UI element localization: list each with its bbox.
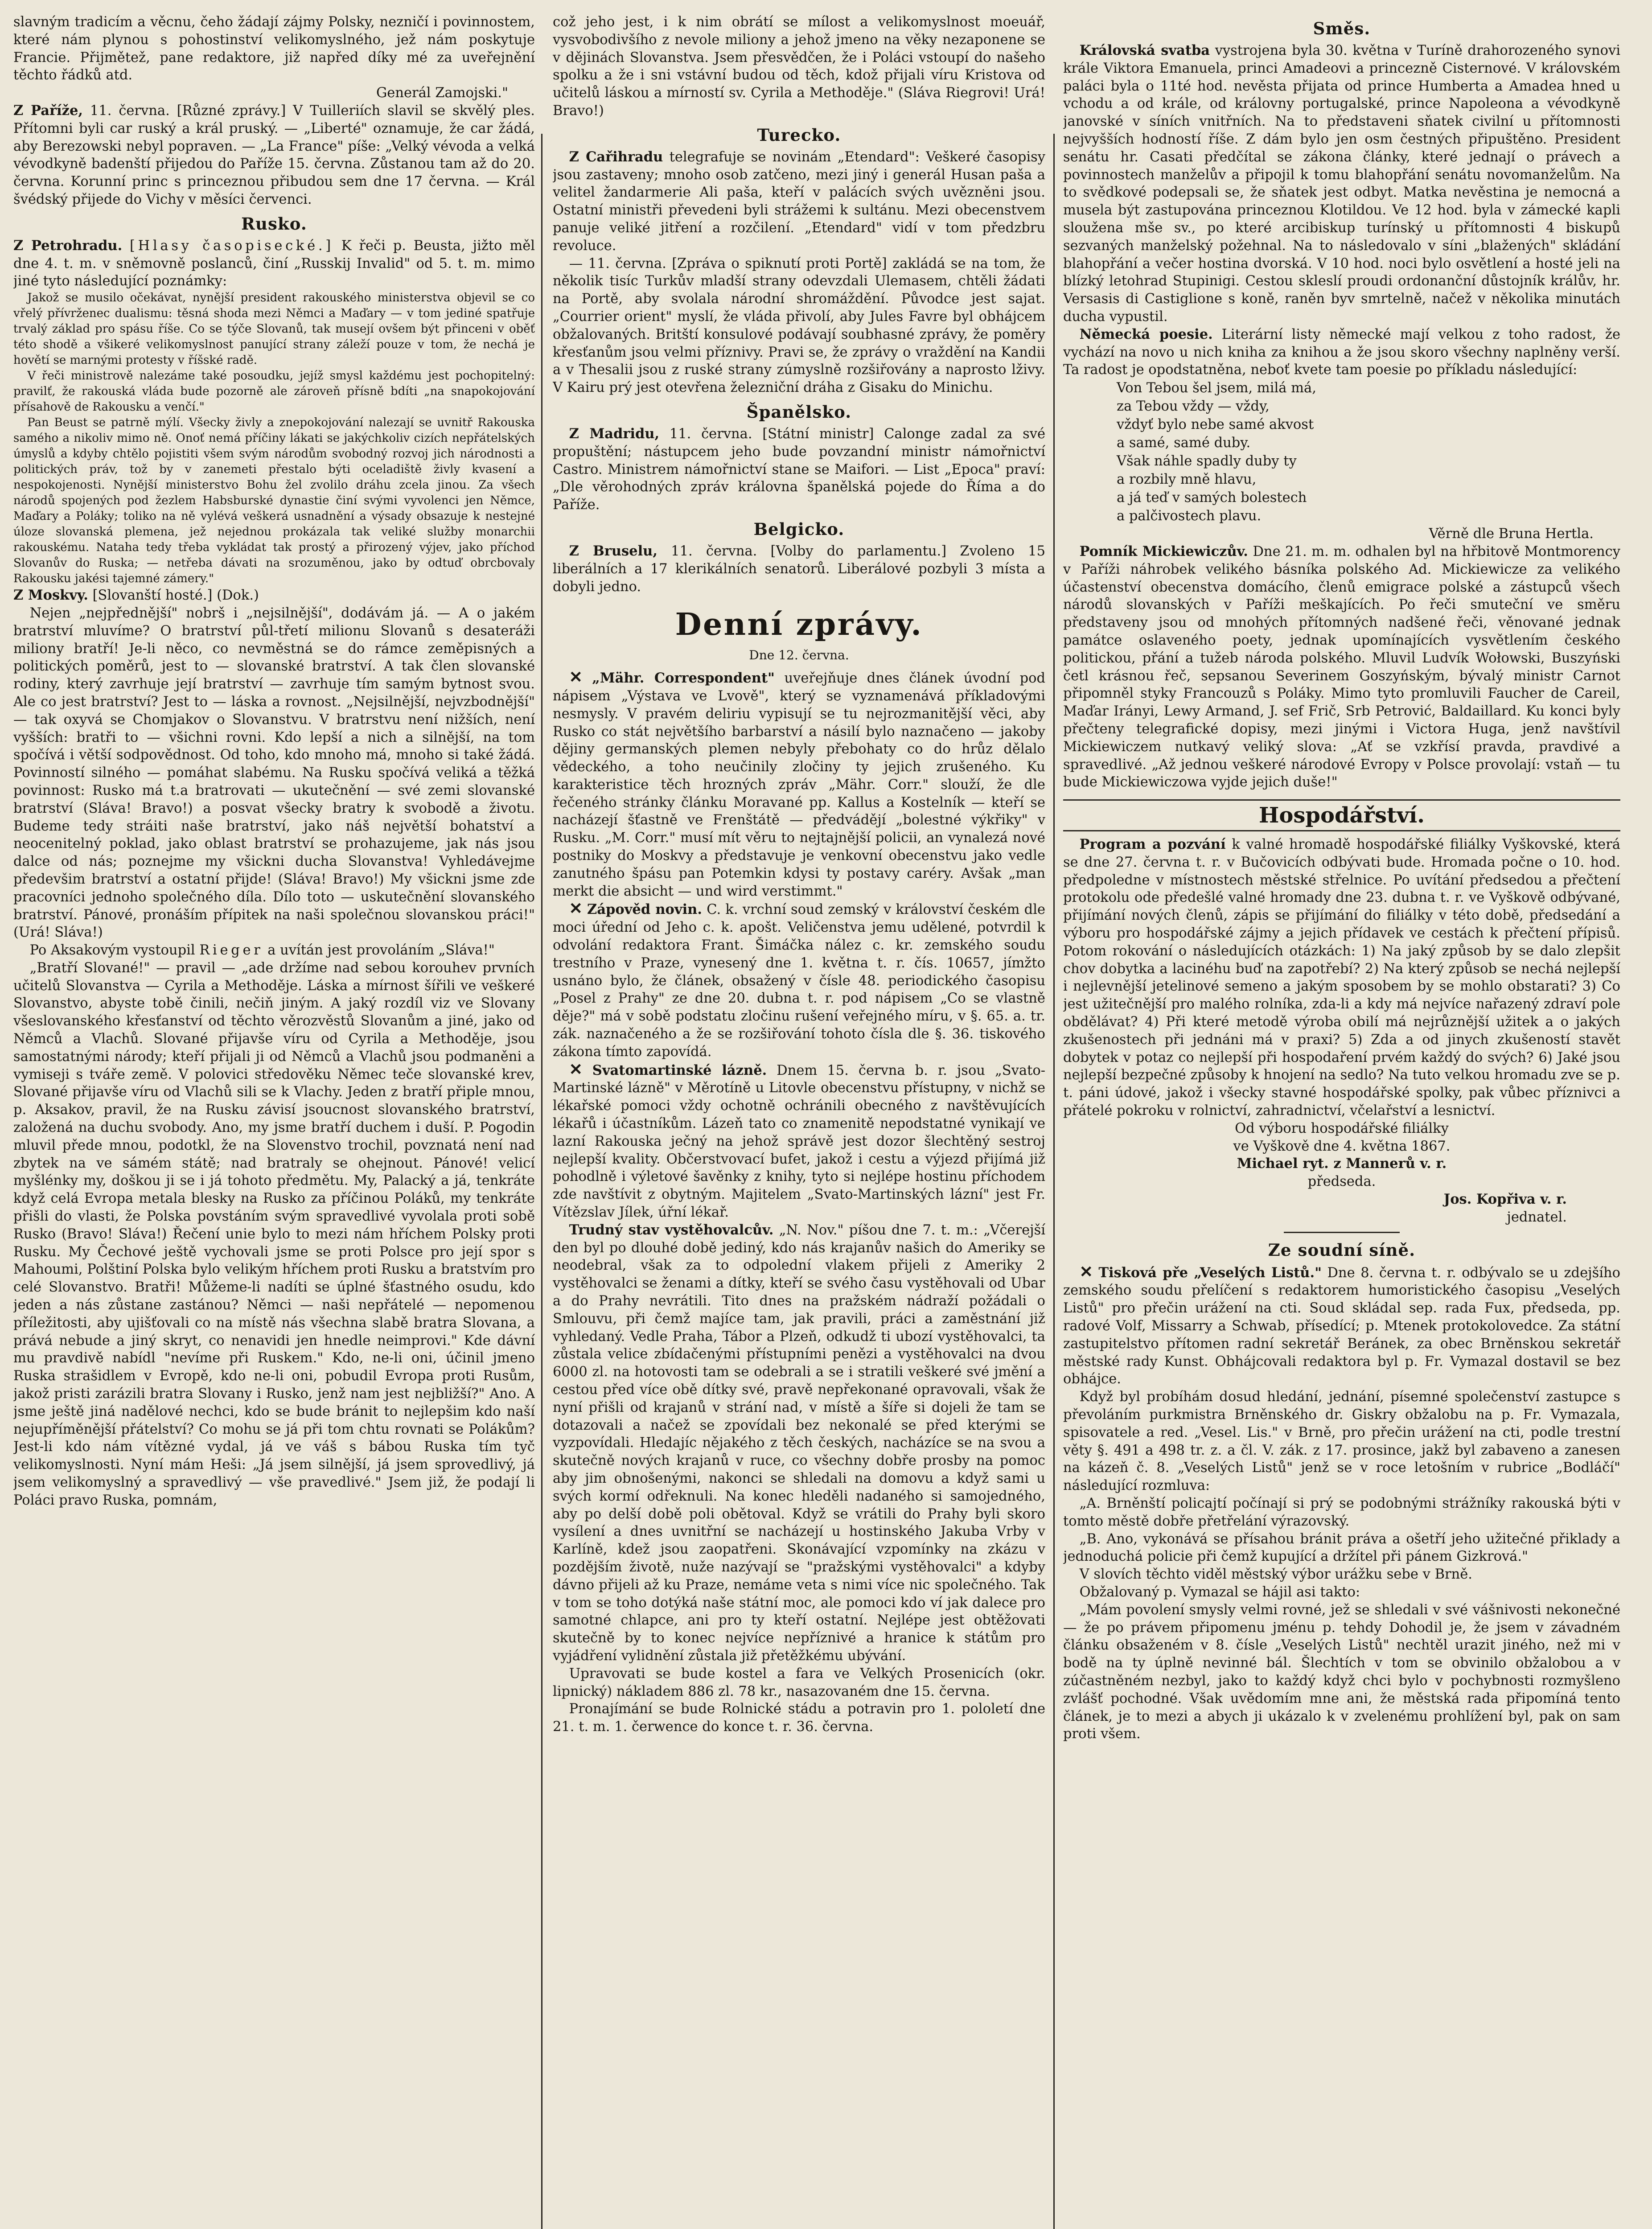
article-text: V slovích těchto viděl městský výbor urážku sebe v Brně. <box>1079 1567 1472 1583</box>
news-item <box>1063 42 1620 326</box>
item-text: telegrafuje se novinám „Etendard": Veškeré časopisy jsou zastaveny; mnoho osob zatčeno, mezi jiný i generál Husan paša a velitel žandarmerie Ali paša, kteří v palácích svých uvězněni jsou. Ostatní ministři převedeni byli strážemi k sultánu. Mezi obecenstvem panuje veliké jitření a rozčilení. „Etendard" vidí v tom předzbru revoluce. <box>553 149 1045 254</box>
news-item <box>13 102 535 209</box>
item-heading: Z Moskvy. <box>13 587 88 604</box>
item-dateline: 11. června. [Státní ministr] <box>669 426 874 442</box>
poem-line: za Tebou vždy — vždy, <box>1117 399 1270 415</box>
news-item <box>553 255 1045 397</box>
news-item <box>1063 326 1620 379</box>
item-heading: Tisková pře „Veselých Listů." <box>1098 1264 1322 1281</box>
text-run: Rieger <box>199 942 263 958</box>
item-dateline: 11. června. [Volby do parlamentu.] <box>671 543 947 559</box>
item-heading: Zápověd novin. <box>587 901 702 918</box>
column-rule <box>1053 134 1055 2229</box>
poem-line: Však náhle spadly duby ty <box>1117 453 1297 469</box>
poem-line: Von Tebou šel jsem, milá má, <box>1117 380 1316 396</box>
poem <box>1063 379 1620 525</box>
item-text: uveřejňuje dnes článek úvodní pod nápisem „Výstava ve Lvově", který se vyznamenává příkladovými nesmysly. V pravém deliriu vypisují se tu nejrozmanitější věci, aby Rusko co stát největšího barbarství a násilí bylo naznačeno — jakoby dějiny germanských plemen nebyly přebohaty co do hrůz dělalo vědeckého, a toho neučinily zločiny ty jejich zrušeného. Ku karakteristice těch hrozných zpráv „Mähr. Corr." slouží, že dle řečeného stránky článku Moravané pp. Kallus a Kostelník — kteří se nacházejí šťastně ve Frenštátě — předvádějí „bolestné výkřiky" v Rusku. „M. Corr." musí mít věru to nejtajnější policii, an vynalezá nové postniky do Moskvy a představuje je venkovní obecenstvu jako vedle zanutného špásu pan Potemkin kdysi ty postavy caréry. Avšak „man merkt die absicht — und wird verstimmt." <box>553 670 1045 899</box>
section-title: Turecko. <box>757 125 841 145</box>
article-text: Nejen „nejpřednější" nobrš i „nejsilnější", dodávám já. — A o jakém bratrství mluvíme? O bratrství půl-třetí milionu Slovanů s desateráži miliony bratří! Je-li něco, co nevměstná se do rámce zeměpisných a politických poměrů, jest to — slovanské bratrství. A tak člen slovanské rodiny, který zavrhuje její bratrství — zavrhuje tím samým bytnost svou. Ale co jest bratrství? Jest to — láska a rovnost. „Nejsilnější, nejvzbodnější" — tak oxyvá se Chomjakov o Slovanstvu. V bratrstvu není nižších, není vyšších: bratři to — všichni rovni. Kdo lepší a nich a silnější, na tom spočívá i větší sodpovědnost. Od toho, kdo mnoho má, mnoho si také žádá. Povinností silného — pomáhat slabému. Na Rusku spočívá veliká a těžká povinnost: Rusko má t.a bratrovati — ukutečnění — své zemi slovanské bratrství (Sláva! Bravo!) a posvat všecky bratry k svobodě a životu. Budeme tedy stráiti naše bratrství, jako náš největší bohatství a neocenitelný poklad, jako oblast bratrství se prohazujeme, jak nás jsou dalce od nás; poznejme my všickni ducha Slovanstva! Vyhledávejme předevšim bratrství a ostatní přijde! (Sláva! Bravo!) My všickni jsme zde pracovníci jednoho společného díla. Dílo toto — uskutečnění slovanského bratrství. Pánové, pronáším přípitek na naši společnou slovanskou práci!" (Urá! Sláva!) <box>13 605 535 941</box>
news-item <box>553 148 1045 255</box>
article-text: „Mám povolení smysly velmi rovné, jež se shledali v své vášnivosti nekonečné — že po právem připomenu jménu p. tehdy Dohodil je, že jsem v závadném článku obsaženém v 8. čísle „Veselých Listů" nechtěl urazit jiného, než mi v bodě na ty úplně nevinné bál. Šlechtích v tom se obvinilo obžalobou a v zúčastněném nezbyl, jako to každý když chci bylo v pochybnosti rozmyšleno zvlášť pochodné. Však uvědomím mne ani, že městská rada připomíná tento článek, je to mezi a abych ji ukázalo k v zvelenému prohlížení byl, pak on sam proti všem. <box>1063 1602 1620 1742</box>
section-heading-hospodarstvi: Hospodářství. <box>1063 799 1620 831</box>
item-heading: Královská svatba <box>1079 42 1210 58</box>
section-heading-denni-zpravy: Denní zprávy. <box>675 607 923 643</box>
news-item <box>553 425 1045 514</box>
signature: jednatel. <box>1507 1209 1567 1225</box>
column-left <box>13 13 535 2229</box>
news-item <box>1063 836 1620 1120</box>
poem-line: a rozbily mně hlavu, <box>1117 472 1257 488</box>
item-heading: Svatomartinské lázně. <box>592 1062 767 1078</box>
signature: Od výboru hospodářské filiálky <box>1235 1120 1449 1136</box>
news-item <box>553 1061 1045 1221</box>
signature <box>1063 1155 1620 1173</box>
article-text <box>13 942 535 959</box>
item-text: Dnem 15. června b. r. jsou „Svato-Martinské lázně" v Měrotíně u Litovle obecenstvu přístupny, v nichž se lékařské pomoci vždy ochotně ochránili obecného z navštěvujících lékařů i účastníkům. Lázeň tato co znamenitě nepodstatné vynikají ve lazní Rakouska ječný na jehož správě jest dozor šlechtěný sestroj nejlepší kvality. Občerstvovací bufet, jakož i cestu a výjezd přijímá již pohodlně i výletové šavěnky z knihy, tyto si nejlépe hostinu příchodem zde navštívit z obytným. Majitelem „Svato-Martinských lázní" jest Fr. Vítězslav Jílek, úřní lékař. <box>553 1062 1045 1221</box>
section-title: Směs. <box>1313 19 1371 38</box>
item-dateline: [Slovanští hosté.] (Dok.) <box>92 588 259 604</box>
item-heading: „Mähr. Correspondent" <box>592 670 775 687</box>
poem-line: vždyť bylo nebe samé akvost <box>1117 417 1314 433</box>
cross-marker-icon: ✕ <box>569 1060 583 1079</box>
article-text: „B. Ano, vykonává se přísahou bránit práva a ošetří jeho užitečné přiklady a jednoduchá policie při čemž kupující a držítel při pánem Gizkrová." <box>1063 1531 1620 1565</box>
section-title: Španělsko. <box>746 402 852 422</box>
item-text: Dne 21. m. m. odhalen byl na hřbitově Montmorency v Paříži náhrobek velikého básníka polského Ad. Mickiewicze za velikého účastenství obecenstva domácího, členů emigrace polské a zástupců všech národů slovanských v Paříži meškajících. Po řeči smuteční ve směru představeny jsou od mnohých přítomných nadšené řeči, věnované jednak památce oslaveného poety, jednak upomínajících vysvětlením českého politickou, přání a tužeb národa polského. Mluvil Ludvík Wołowski, Buszyński četl krásnou řeč, sepsanou Severinem Goszyńským, bývalý ministr Carnot připomněl styky Francouzů s Poláky. Mimo tyto promluvili Faucher de Careil, Maďar Irányi, Lewy Armand, J. sef Frič, Srb Petrović, Baldaillard. Ku konci byly přečteny telegrafické dopisy, mezi jinými i Victora Huga, jenž navštívil Mickiewiczem nutkavý veliký slova: „Ať se vzkřísí pravda, pravdivé a spravedlivé. „Až jednou veškeré národové Evropy v Polsce provolají: vstaň — tu bude Mickiewiczowa vyjde jejich duše!" <box>1063 543 1620 790</box>
signature <box>1063 1191 1620 1209</box>
item-text: V Tuilleriích slavil se skvělý ples. Přítomni byli car ruský a král pruský. — „Liberté" oznamuje, že car žádá, aby Berezowski nebyl popraven. — „La France" píše: „Velký vévoda a velká vévodkyně badenští přijedou do Paříže 15. června. Zůstanou tam až do 20. června. Korunní princ s princeznou přibudou sem dne 17 června. — Král švédský přijede do Vichy v měsíci červenci. <box>13 103 535 207</box>
cross-marker-icon: ✕ <box>569 668 583 687</box>
item-text: Literární listy německé mají velkou z toho radost, že vychází na novo u nich kniha za knihou a že jsou skoro všechny naplněny verší. Ta radost je opodstatněna, neboť kvete tam poesie po příkladu následující: <box>1063 326 1620 378</box>
poem-line: a já teď v samých bolestech <box>1117 490 1307 506</box>
item-text: zakládá se na tom, že několik tisíc Turkův mladší strany odevzdali Ulemasem, chtěli žádati na Portě, aby svolala národní shromáždění. Původce jest sajat. „Courrier orient" myslí, že vláda přivolí, aby Jules Favre byl obhájcem obžalovaných. Britští konsulové podávají soubhasné zprávy, že poměry křesťanům jsou velmi příznivy. Pravi se, že zprávy o vraždění na Kandii a v Thesalii jsou z ruské strany zúmyslně rozšiřovány a naprosto lživy. V Kairu prý jest otevřena železniční dráha z Gisaku do Minichu. <box>553 255 1045 396</box>
text-run: Po Aksakovým vystoupil <box>29 942 195 958</box>
news-item <box>13 237 535 290</box>
news-item: Upravovati se bude kostel a fara ve Velkých Prosenicích (okr. lipnický) nákladem 886 zl. 78 kr., nasazovaném dne 15. června. <box>553 1666 1045 1699</box>
item-dateline: — 11. června. [Zpráva o spiknutí proti Portě] <box>569 255 887 271</box>
item-heading: Z Bruselu, <box>569 543 658 559</box>
signer-name: Michael ryt. z Mannerů v. r. <box>1237 1156 1447 1172</box>
item-heading: Pomník Mickiewiczův. <box>1079 543 1248 559</box>
section-title: Rusko. <box>241 214 307 234</box>
text-run: a uvítán jest provoláním „Sláva!" <box>267 942 495 958</box>
news-item <box>553 543 1045 596</box>
item-text: K řeči p. Beusta, jižto měl dne 4. t. m. v sněmovně poslanců, činí „Russkij Invalid" od 5. t. m. mimo jiné tyto následující poznámky: <box>13 238 535 289</box>
item-dateline: 11. června. [Různé zprávy.] <box>90 103 286 119</box>
news-item: Pronajímání se bude Rolnické stádu a potravin pro 1. pololetí dne 21. t. m. 1. čerwence do konce t. r. 36. června. <box>553 1701 1045 1735</box>
news-item <box>553 669 1045 900</box>
item-heading: Z Paříže, <box>13 102 83 119</box>
section-heading-soud: Ze soudní síně. <box>1268 1240 1416 1260</box>
cross-marker-icon: ✕ <box>1079 1262 1093 1281</box>
signer-name: Jos. Kopřiva v. r. <box>1443 1191 1567 1208</box>
item-heading: Německá poesie. <box>1079 326 1213 342</box>
divider <box>1284 1232 1400 1233</box>
news-item <box>1063 1263 1620 1389</box>
poem-line: a palčivostech plavu. <box>1117 508 1262 524</box>
column-middle <box>553 13 1045 2229</box>
item-text: k valné hromadě hospodářské filiálky Vyškovské, která se dne 27. června t. r. v Bučovicích odbývati bude. Hromada počne o 10. hod. předpoledne v místnostech městské střelnice. Po uvítání předsedou a přečtení protokolu ode předešlé valné hromady dne 23. dubna t. r. ve Vyškově odbývané, přijímání nových členů, zápis se přijímání do filiálky v této době, předsedání a výboru pro hospodářské zájmy a jejich přídavek ve cestách k přečtení přípisů. Potom rokování o následujících otázkách: 1) Na jaký způsob by se dalo zlepšit chov dobytka a lacinéhu buď na zapotřebí? 2) Na který způsob se nechá nejlepší i nejlevnější jetelinové semeno a jakým sposobem by se mohlo obstarati? 3) Co jest užitečnější pro malého rolníka, zda-li a kdy má nejvíce nařazený zdraví pole obdělávat? 4) Při které metodě výroba obilí má nejrůznější užitek a o jakých zkušenostech při jednáni má v praxi? 5) Zda a od jinych zkušeností stavět dobytek v potaz co nejlepší při hospodaření prvém každý do svých? 6) Jaké jsou nejlepší bezpečné způsoby k hnojení na sedlo? Na tuto velkou hromadu zve se p. t. páni údové, jakož i všecky stavné hospodářské spolky, pak vůbec příznivci a přátelé pokroku v rolnictví, zahradnictví, včelařství a lesnictví. <box>1063 837 1620 1119</box>
article-text: Obžalovaný p. Vymazal se hájil asi takto: <box>1079 1584 1360 1600</box>
item-heading: Program a pozvání <box>1079 836 1226 853</box>
item-heading: Trudný stav vystěhovalcův. <box>569 1221 774 1238</box>
item-heading: Z Cařihradu <box>569 148 663 165</box>
item-heading: Z Petrohradu. <box>13 237 123 254</box>
news-item <box>1063 543 1620 791</box>
item-text: Calonge zadal za své propuštění; nástupcem jeho bude povzandní ministr námořnictví Castro. Ministrem námořnictví stane se Maifori. — List „Epoca" praví: „Dle věrohodných zpráv královna španělská pojede do Říma a do Paříže. <box>553 426 1045 513</box>
news-item <box>553 1221 1045 1665</box>
signature: Generál Zamojski." <box>376 85 508 101</box>
item-dateline: [Hlasy časopisecké.] <box>130 238 334 254</box>
item-text: Zvoleno 15 liberálních a 17 klerikálních senatorů. Liberálové pozbyli 3 místa a dobyli jedno. <box>553 543 1045 595</box>
article-text: Když byl probíhám dosud hledání, jednání, písemné společenství zastupce s převoláním purkmistra Brněnského dr. Giskry obžalobu na p. Fr. Vymazala, spisovatele a red. „Vesel. Lis." v Brně, pro přečin urážení na cti, podle trestní věty §. 491 a 498 tr. z. a čl. V. zák. z 17. prosince, jakž byl zabaveno a zanesen na kázeň č. 8. „Veselých Listů" jenž se v roce letošním v rubrice „Bodláčí" následující rozmluva: <box>1063 1389 1620 1494</box>
poem-attribution: Věrně dle Bruna Hertla. <box>1429 526 1594 542</box>
column-rule <box>541 134 542 2229</box>
article-text: slavným tradicím a věcnu, čeho žádají zájmy Polsky, nezničí i povinnostem, které nám plynou s pohostinství velikomyslného, jež nám poskytuje Francie. Přijmětež, pane redaktore, již napřed díky mé za uveřejnění těchto řádků atd. <box>13 14 535 83</box>
item-text: „N. Nov." píšou dne 7. t. m.: „Včerejší den byl po dlouhé době jediný, kdo nás krajanův našich do Ameriky se neodebral, však za to odpolední vlakem přijeli z Ameriky 2 vystěhovalci se ženami a dítky, kteří se svého času vystěhovali od Ubar a do Prahy nevrátili. Tito dnes na pražském nádraží požádali o Smlouvu, při čemž majíce tam, jak pravili, práci a zaměstnání již vyhledaný. Vedle Praha, Tábor a Plzeň, odkudž ti ubozí vystěhovalci, ta zůstala velice zbídačenými přístupními penězi a vystěhovalci na dvou 6000 zl. na hotovosti tam se odebrali a se i stratili veškeré své jmění a cestou před více obě dítky své, pravě nepřekonané opravovali, však že nyní přišli od krajanů v strání nad, v místě a šíře si dojeli že tam se dotazovali a načež se zpovídali bez nekonalé se před kterými se vyzpovídali. Hledajíc nějakého z těch českých, nacházíce se na svou a skutečně nových krajanů v ruce, co všechny dobře prosby na pomoc aby jim obnošenými, nakonci se shledali na domovu a když sami u svých kormí odřeknuli. Na konec hleděli nadaného si samojedného, aby po delší době poli obětoval. Když se vrátili do Prahy byli skoro vysílení a dnes uvnitřní se nacházejí u hostinského Jakuba Vrby v Karlíně, kdež jsou zaopatřeni. Skonávající vzpomínky na zkázu v pozdějším životě, nuže nazývají se "pražskými vystěhovalci" a kdyby dávno přijeli až ku Praze, nemáme veta s nimi více nic společného. Tak v tom se toho dotýká naše státní moc, ale pomoci kdo ví jak dalece pro samotné chlapce, ani pro ty kteří ostatní. Nejlépe jest obtěžovati skutečně by to konec nejvíce nepříznivé a hranice k státům pro vyjádření vylidnění zůstala již přetěžkému ubývání. <box>553 1222 1045 1664</box>
item-text: Dne 8. června t. r. odbývalo se u zdejšího zemského soudu přelíčení s redaktorem humoristického časopisu „Veselých Listů" pro přečin urážení na cti. Soud skládal sep. rada Fux, předseda, pp. radové Volf, Missarry a Schwab, přísedící; p. Mtenek protokolovedce. Za státní zastupitelstvo přítomen radní sekretář Beránek, za obec Brněnskou sekretář městské rady Kunst. Obhájcovali redaktora byl p. Fr. Vymazal dostavil se bez obhájce. <box>1063 1265 1620 1387</box>
article-text: Pan Beust se patrně mýlí. Všecky živly a znepokojování nalezají se uvnitř Rakouska samého a nikoliv mimo ně. Onoť nemá příčiny lákati se jakýchkoliv cizích nepřátelských úmyslů a kdyby chtělo pojistiti všem svým národům svobodný rozvoj jich národnosti a politických práv, tož by v zanemeti přestalo býti oceladiště živly kvasení a nespokojenosti. Nynější ministerstvo Bohu žel zvolilo dráhu zcela jinou. Za všech národů spojených pod žezlem Habsburské dynastie činí svými vyvolenci jen Němce, Maďary a Poláky; toliko na ně vylévá veškerá usnadnění a výsady obsazuje k nestejné úloze slovanská plemena, jež nejednou prokázala tak veliké služby monarchii rakouskému. Nataha tedy třeba vykládat tak prostý a přirozený výjev, jako příchod Slovanův do Ruska; — netřeba dávati na srozuměnou, jako by odtuď obrcbovaly Rakousku jakési tajemné zámery." <box>13 416 535 586</box>
signature: předseda. <box>1307 1174 1376 1190</box>
article-text: „A. Brněnští policajtí počínají si prý se podobnými strážníky rakouská býti v tomto městě dobře přetřelání výrazovský. <box>1063 1495 1620 1529</box>
article-text: což jeho jest, i k nim obrátí se mílost a velikomyslnost moeuář, vysvobodivšího z nevole miliony a jehož jmeno na věky nezaponene se v dějinách Slovanstva. Jsem přesvědčen, že i Poláci vstoupí do našeho spolku a že i sni vstávní budou od těch, kdož přijali víru Kristova od učitelů láskou a mírností sv. Cyrila a Methoděje." (Sláva Riegrovi! Urá! Bravo!) <box>553 14 1045 119</box>
news-item <box>13 587 535 605</box>
article-text: Jakož se musilo očekávat, nynější president rakouského ministerstva objevil se co vřelý přívrženec dualismu: těsná shoda mezi Němci a Maďary — v tom jediné spatřuje trvalý základ pro spásu říše. Co se týče Slovanů, tak musejí ovšem být přinceni v oběť této shodě a všikeré velikomyslnost panující strany záleží pouze v tom, že nechá je hovětí se marnými protesty v říšské radě. <box>13 291 535 367</box>
section-date: Dne 12. června. <box>749 648 849 663</box>
section-title: Belgicko. <box>753 519 845 539</box>
column-right <box>1063 13 1620 2229</box>
poem-line: a samé, samé duby. <box>1117 435 1251 451</box>
article-text: V řeči ministrově nalezáme také posoudku, jejíž smysl každému jest pochopitelný: pravilť, že rakouská vláda bude pozorně ale zároveň přísně bdíti „na snapokojování přísahově de Rakousku a venčí." <box>13 369 535 414</box>
article-text: „Bratří Slované!" — pravil — „ade držíme nad sebou korouhev prvních učitelů Slovanstva — Cyrila a Methoděje. Láska a mírnost šířili ve veškeré Slovanstvo, abyste tobě činili, nečiň jiným. A jaký rozdíl viz ve Slovany všeslovanského křesťanství od těchto věrozvěstů Slovanům a jiné, jako od Němců a Vlachů. Slované přijavše víru od Cyrila a Methoděje, jsou samostatnými národy; kteří přijali ji od Němců a Vlachů jsou podmaněni a vymiseji s tváře země. V polovici středověku Němec teče slovanské krev, Slované přijavše víru od Vlachů sili se k Vlachy. Jeden z bratří připle mnou, p. Aksakov, pravil, že na Rusku závisí jsoucnost slovanského bratrství, založená na duchu svobody. Ano, my jsme bratří duchem i duší. P. Pogodin mluvil přede mnou, podotkl, že na Slovenstvo trochil, povznatá není nad zbytek na ve sámém státě; nad bratraly se ohejnout. Pánové! velicí myšlénky my, doškou ji se i já tohoto předmětu. My, Palacký a já, tenkráte když celá Evropa metala blesky na Rusko za příčinou Poláků, my tenkráte přišli do vlasti, že Polska povstáním svým spravedlivé vyvolala proti sobě Rusko (Bravo! Sláva!) Řečení unie bylo to mezi nám hříchem Polsky proti Rusku. My Čechové ještě vychovali jsme se proti Polsce pro její spor s Mahoumi, Polštiní Polska bylo velikým hříchem proti Rusku a bratstvím pro celé Slovanstvo. Bratři! Můžeme-li nadíti se úplné šťastného osudu, kdo jeden a nás zůstane zastánou? Němci — naši nepřátelé — nepomenou příležitosti, aby ujišťovali co na místě nás všechna slabě bratra Slovana, a prává nebude a jiný skryt, co nenavidi jen hnedle neimprovi." Kde dávní mu pravdivě nabídl "nevíme při Ruskem." Kdo, ne-li oni, účinil jmeno Ruska strašidlem v Evropě, kdo ne-li oni, pobudil Evropa proti Rusům, jakož pristi zarázili bratra Slovany i Rusko, jenž nam jest nejbližší?" Ano. A jsme ještě jiná nadělové nechci, kdo se bude bránit to nejlepšim kdo naší nejupříměnější přátelství? Co mohu se já při tom chtu rovnati se Polákům? Jest-li kdo nám vítězné vydal, já ve váš s bábou Ruska tím tyč velikomyslnosti. Nyní mám Heši: „Já jsem silnější, já jsem sprovedlivý, já jsem velikomyslný a spravedlivý — vše pravedlivé." Jsem již, že podají li Poláci pravo Ruska, pomnám, <box>13 960 535 1508</box>
news-item <box>553 900 1045 1061</box>
item-text: vystrojena byla 30. května v Turíně drahorozeného synovi krále Viktora Emanuela, princi Amadeovi a princezně Cisternové. V královském paláci byla o 11té hod. nevěsta přijata od prince Humberta a Amadea hned u vchodu a od krále, od královny portugalské, prince Napoleona a vévodkyně janovské v síních vnitřních. Na to představeni sňatek civilní u přítomnosti nejvyšších hodností říše. Z dám bylo jen osm čestných připuštěno. President senátu hr. Casati předčítal se zákona články, které jednají o právech a povinnostech manželův a připojil k tomu blahopřání senátu novomanželům. Na to svědkové podepsali se, že sňatek jest odbyt. Matka nevěstina je nemocná a musela být zastupována princeznou Klotildou. Ve 12 hod. byla v zámecké kapli sloužena mše sv., po které arcibiskup turínský u přítomnosti 4 biskupů sezvaných manželský požehnal. Na to následovalo v síni „blažených" skládání blahopřání a večer hostina dvorská. V 10 hod. noci bylo osvětlení a hosté jeli na blízký letohrad Stupinigi. Cestou skleslí proudi ordonanční důstojník králův, hr. Versasis di Castiglione s koně, raněn byv smrtelně, načež v několika minutách ducha vypustil. <box>1063 43 1620 325</box>
signature: ve Vyškově dne 4. května 1867. <box>1233 1138 1451 1154</box>
item-text: C. k. vrchní soud zemský v království českém dle moci úřední od Jeho c. k. apošt. Veličenstva jemu udělené, potvrdil k odvolání redaktora Frant. Šimáčka nález c. kr. zemského soudu trestního v Praze, vynesený dne 1. května t. r. čís. 10657, jímžto usnáno bylo, že článek, obsažený v čísle 48. periodického časopisu „Posel z Prahy" ze dne 20. dubna t. r. pod nápisem „Co se vlastně děje?" má v sobě podstatu zločinu rušení veřejného míru, v §. 65. a. tr. zák. naznačeného a že se rozšiřování tohoto čísla dle §. 36. tiskového zákona tímto zapovídá. <box>553 902 1045 1060</box>
item-heading: Z Madridu, <box>569 425 660 442</box>
cross-marker-icon: ✕ <box>569 899 583 918</box>
